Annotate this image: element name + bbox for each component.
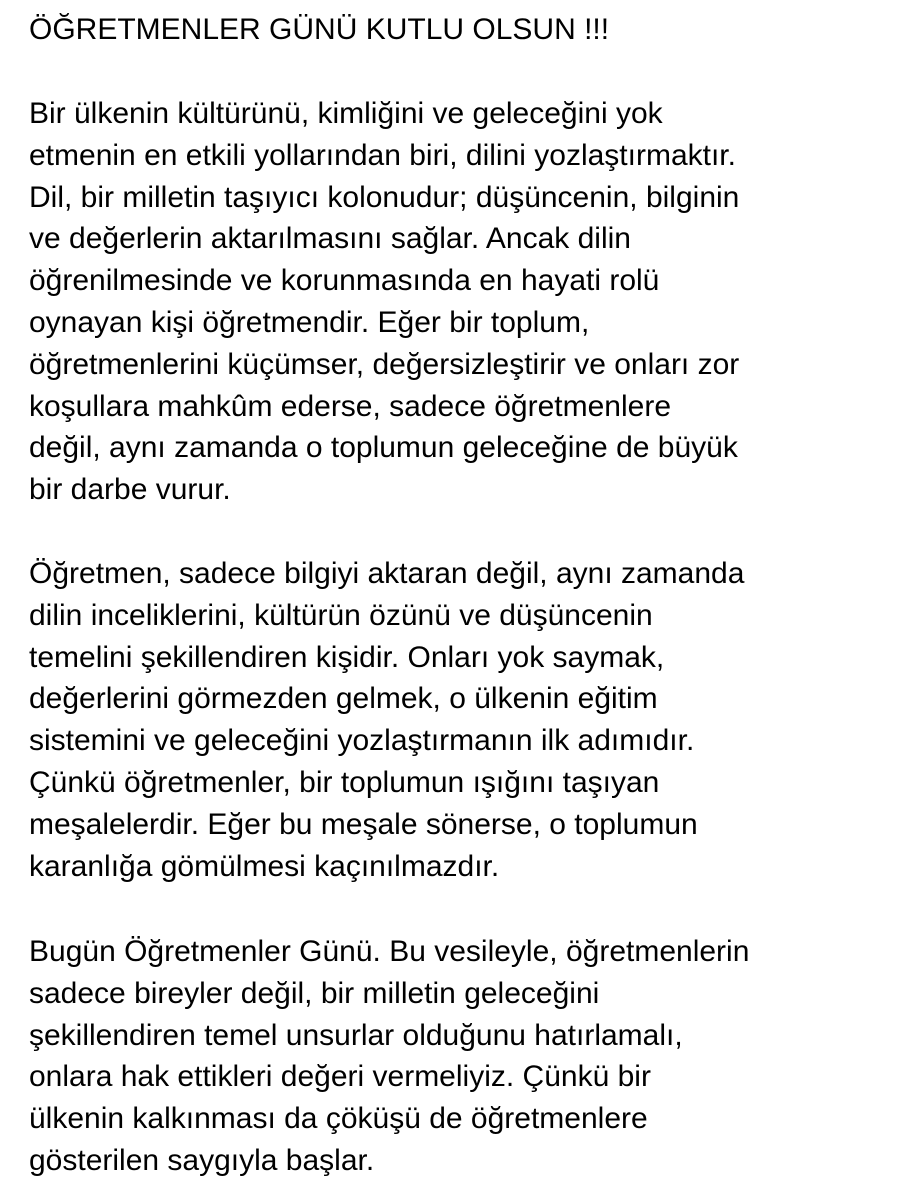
note-title: ÖĞRETMENLER GÜNÜ KUTLU OLSUN !!! <box>29 13 610 46</box>
text-line: etmenin en etkili yollarından biri, dilini yozlaştırmaktır. <box>29 138 736 172</box>
text-line: Çünkü öğretmenler, bir toplumun ışığını taşıyan <box>29 765 660 799</box>
text-line: onlara hak ettikleri değeri vermeliyiz. Çünkü bir <box>29 1060 651 1094</box>
text-line: Bir ülkenin kültürünü, kimliğini ve geleceğini yok <box>29 97 663 130</box>
paragraph-2 <box>29 553 744 887</box>
text-line: ülkenin kalkınması da çöküşü de öğretmenlere <box>29 1102 648 1136</box>
text-line: Bugün Öğretmenler Günü. Bu vesileyle, öğretmenlerin <box>29 935 750 968</box>
text-line: değerlerini görmezden gelmek, o ülkenin eğitim <box>29 682 658 716</box>
text-line: ve değerlerin aktarılmasını sağlar. Ancak dilin <box>29 222 631 256</box>
text-line: şekillendiren temel unsurlar olduğunu hatırlamalı, <box>29 1018 683 1052</box>
text-line: değil, aynı zamanda o toplumun geleceğine de büyük <box>29 431 738 465</box>
text-line: koşullara mahkûm ederse, sadece öğretmenlere <box>29 389 671 423</box>
text-line: dilin inceliklerini, kültürün özünü ve düşüncenin <box>29 598 653 632</box>
text-line: öğretmenlerini küçümser, değersizleştirir ve onları zor <box>29 347 740 381</box>
text-line: bir darbe vurur. <box>29 473 231 507</box>
text-line: gösterilen saygıyla başlar. <box>29 1143 375 1177</box>
text-line: temelini şekillendiren kişidir. Onları yok saymak, <box>29 640 665 674</box>
text-line: Öğretmen, sadece bilgiyi aktaran değil, aynı zamanda <box>29 557 745 590</box>
paragraph-1 <box>29 93 739 511</box>
text-line: oynayan kişi öğretmendir. Eğer bir toplum, <box>29 305 590 339</box>
text-line: sadece bireyler değil, bir milletin geleceğini <box>29 976 600 1010</box>
text-line: karanlığa gömülmesi kaçınılmazdır. <box>29 849 500 883</box>
text-line: sistemini ve geleceğini yozlaştırmanın ilk adımıdır. <box>29 724 695 758</box>
paragraph-3 <box>29 931 749 1182</box>
text-line: Dil, bir milletin taşıyıcı kolonudur; düşüncenin, bilginin <box>29 180 740 214</box>
text-line: öğrenilmesinde ve korunmasında en hayati rolü <box>29 264 660 298</box>
text-line: meşalelerdir. Eğer bu meşale sönerse, o toplumun <box>29 807 698 841</box>
